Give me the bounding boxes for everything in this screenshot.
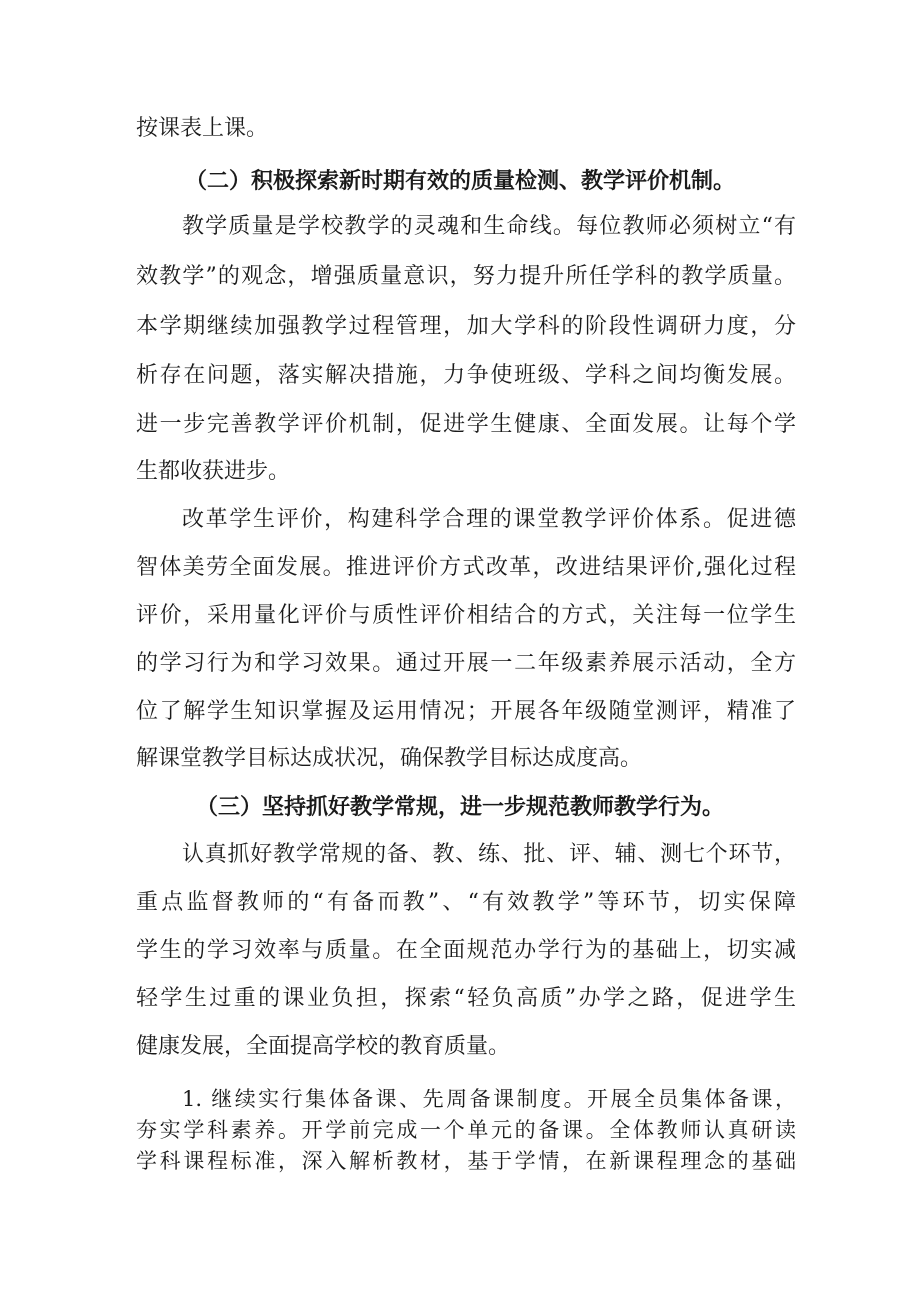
paragraph-line: 教学质量是学校教学的灵魂和生命线。每位教师必须树立“有 — [182, 214, 796, 239]
paragraph-line: 进一步完善教学评价机制，促进学生健康、全面发展。让每个学 — [136, 412, 796, 437]
paragraph-line: 学科课程标准，深入解析教材，基于学情，在新课程理念的基础 — [136, 1149, 796, 1173]
paragraph-line: 效教学”的观念，增强质量意识，努力提升所任学科的教学质量。 — [136, 264, 796, 289]
paragraph-line: 生都收获进步。 — [136, 459, 291, 484]
paragraph-line: 按课表上课。 — [136, 116, 269, 141]
paragraph-line: 轻学生过重的课业负担，探索“轻负高质”办学之路，促进学生 — [136, 986, 796, 1011]
paragraph-line: 认真抓好教学常规的备、教、练、批、评、辅、测七个环节， — [182, 842, 796, 867]
paragraph-line: 评价，采用量化评价与质性评价相结合的方式，关注每一位学生 — [136, 603, 796, 628]
numbered-item-line: 1. 继续实行集体备课、先周备课制度。开展全员集体备课， — [182, 1087, 796, 1111]
section-heading-3: （三）坚持抓好教学常规，进一步规范教师教学行为。 — [195, 794, 724, 820]
paragraph-line: 本学期继续加强教学过程管理，加大学科的阶段性调研力度，分 — [136, 314, 796, 339]
paragraph-line: 健康发展，全面提高学校的教育质量。 — [136, 1034, 511, 1059]
paragraph-line: 夯实学科素养。开学前完成一个单元的备课。全体教师认真研读 — [136, 1118, 796, 1142]
paragraph-line: 改革学生评价，构建科学合理的课堂教学评价体系。促进德 — [182, 507, 796, 532]
section-heading-2: （二）积极探索新时期有效的质量检测、教学评价机制。 — [184, 168, 735, 194]
paragraph-line: 位了解学生知识掌握及运用情况；开展各年级随堂测评，精准了 — [136, 699, 796, 724]
paragraph-line: 智体美劳全面发展。推进评价方式改革，改进结果评价,强化过程 — [136, 555, 796, 580]
paragraph-line: 析存在问题，落实解决措施，力争使班级、学科之间均衡发展。 — [136, 363, 796, 388]
paragraph-line: 重点监督教师的“有备而教”、“有效教学”等环节，切实保障 — [136, 890, 796, 915]
paragraph-line: 的学习行为和学习效果。通过开展一二年级素养展示活动，全方 — [136, 651, 796, 676]
paragraph-line: 解课堂教学目标达成状况，确保教学目标达成度高。 — [136, 746, 643, 771]
paragraph-line: 学生的学习效率与质量。在全面规范办学行为的基础上，切实减 — [136, 938, 796, 963]
